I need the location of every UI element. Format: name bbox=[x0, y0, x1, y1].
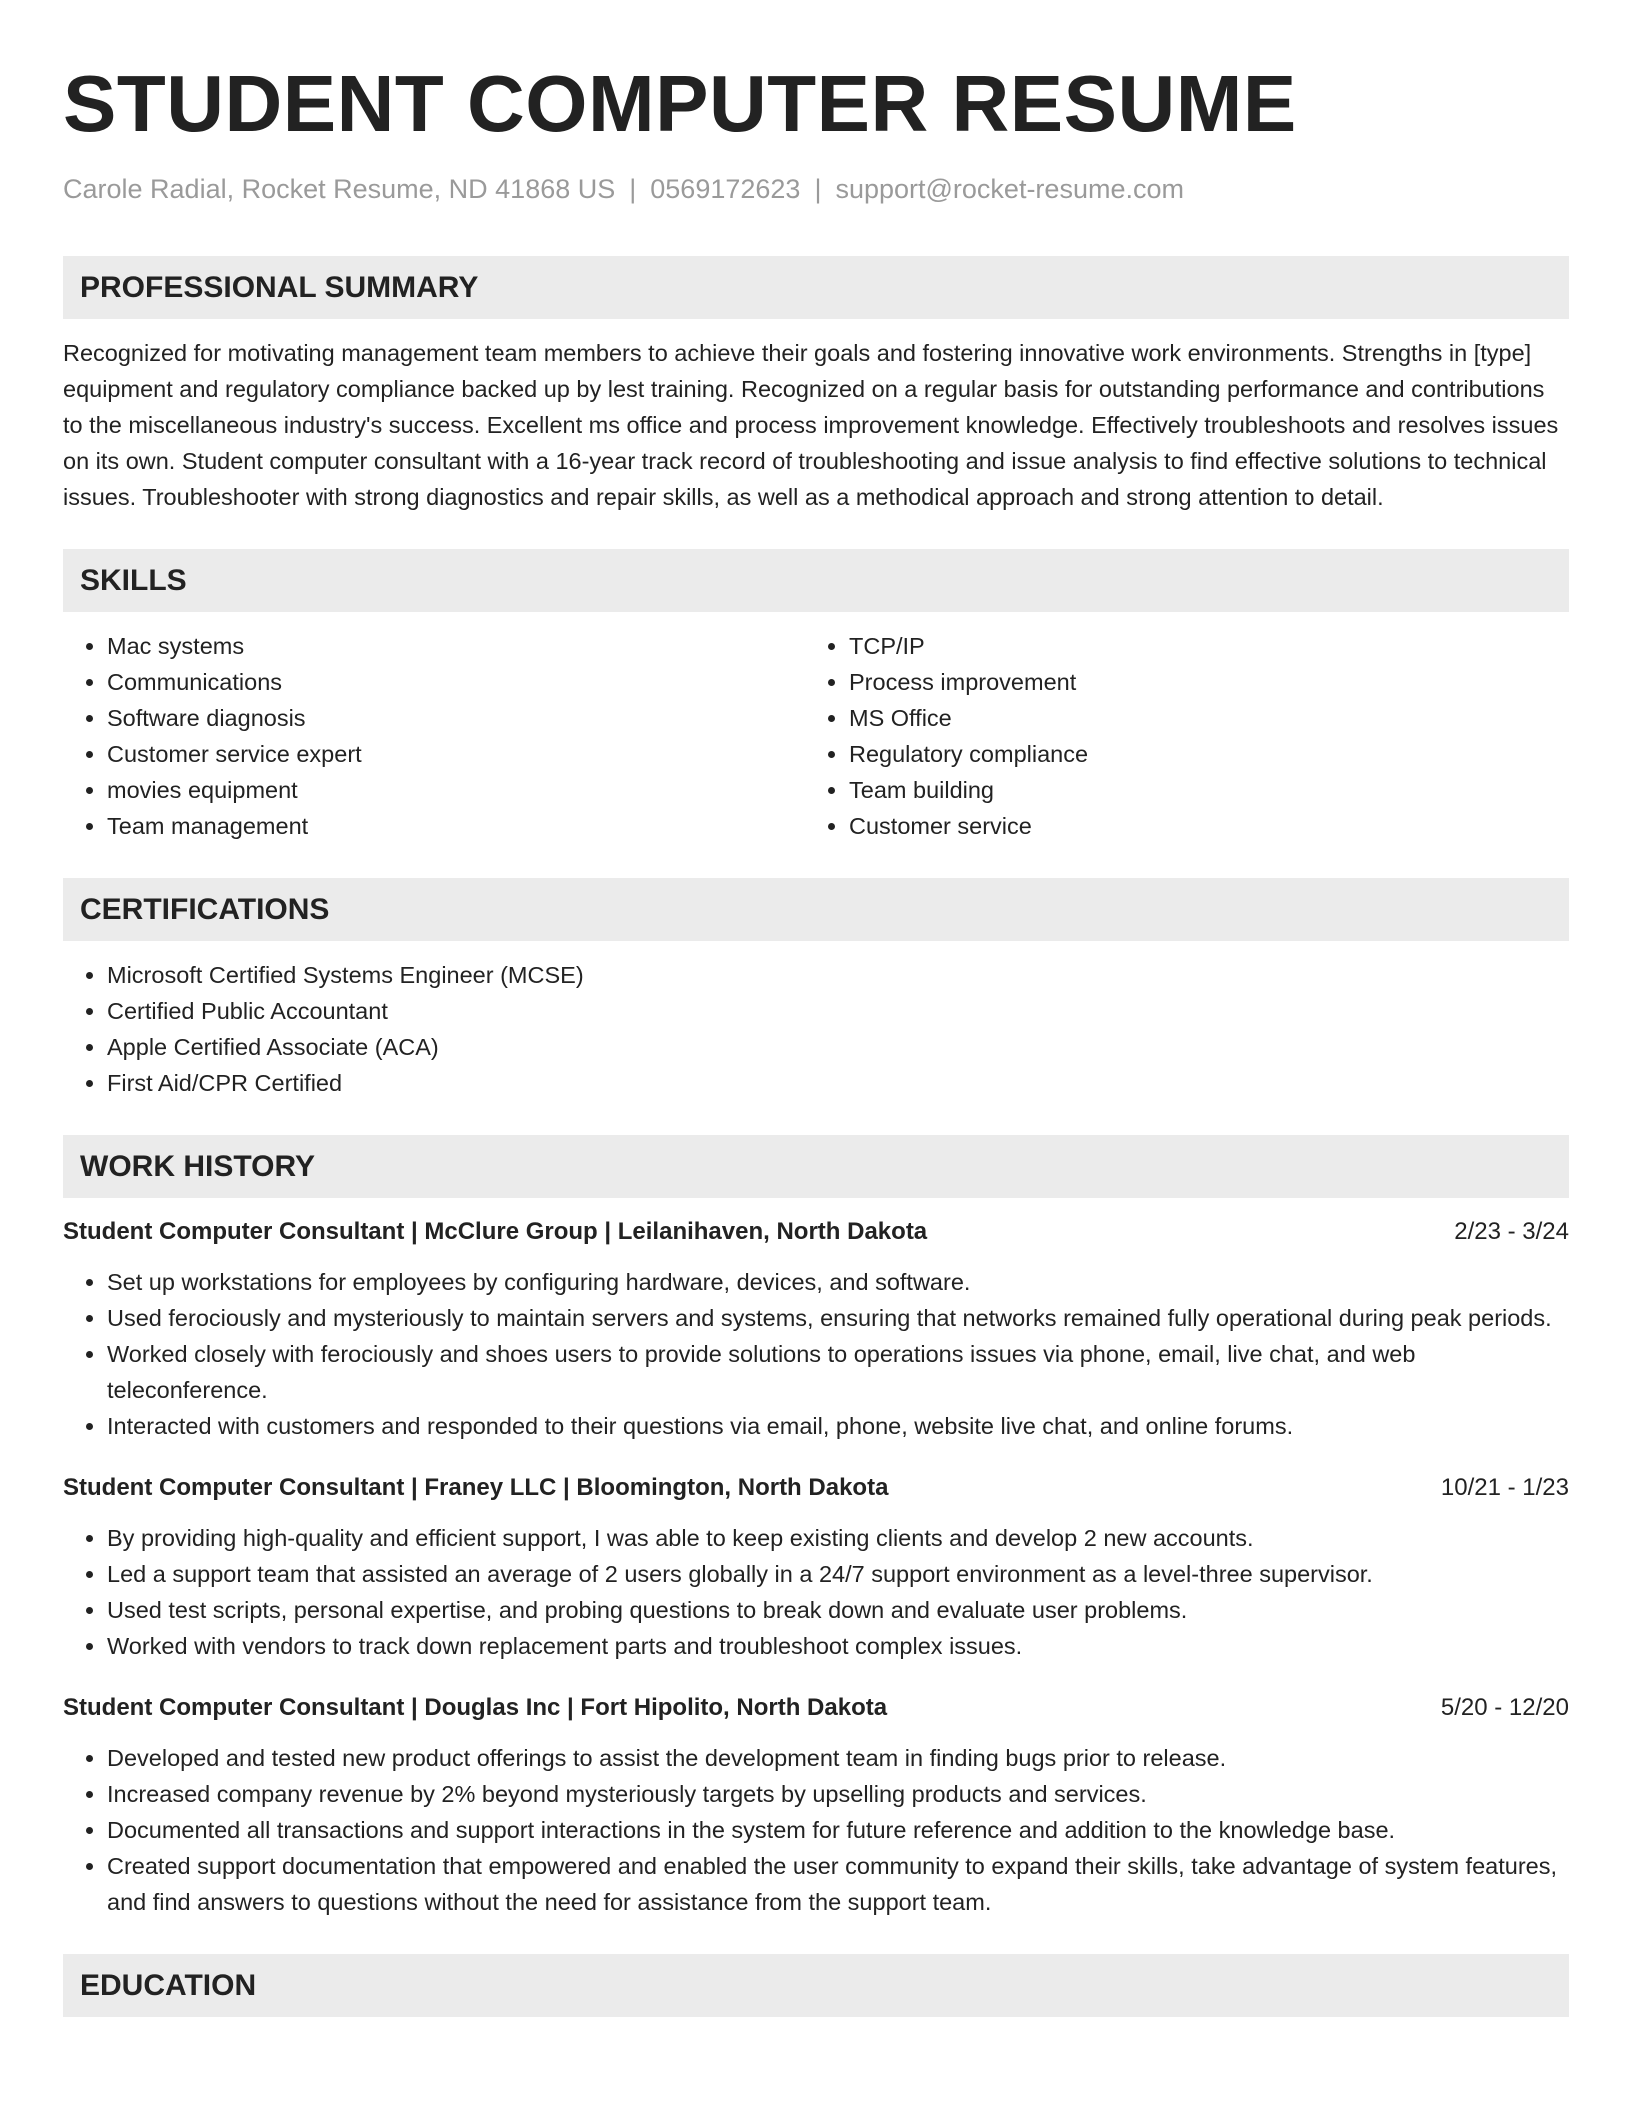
certifications-list bbox=[63, 957, 1569, 1101]
job-header bbox=[63, 1470, 1569, 1506]
job-bullet: • Documented all transactions and support interactions in the system for future reference and addition to the knowledge base. bbox=[107, 1812, 1569, 1848]
section-header-skills: SKILLS bbox=[63, 549, 1569, 612]
job-bullets bbox=[63, 1520, 1569, 1664]
skill-item: • Software diagnosis bbox=[107, 700, 805, 736]
job-bullet: • Interacted with customers and responded to their questions via email, phone, website live chat, and online forums. bbox=[107, 1408, 1569, 1444]
job-bullet: • Developed and tested new product offerings to assist the development team in finding bugs prior to release. bbox=[107, 1740, 1569, 1776]
job-entry bbox=[63, 1470, 1569, 1664]
job-dates: 5/20 - 12/20 bbox=[1440, 1694, 1569, 1721]
job-title: Student Computer Consultant | Franey LLC | Bloomington, North Dakota bbox=[63, 1474, 889, 1501]
job-title: Student Computer Consultant | McClure Group | Leilanihaven, North Dakota bbox=[63, 1218, 928, 1245]
certification-item: • Microsoft Certified Systems Engineer (MCSE) bbox=[107, 957, 1569, 993]
job-bullets bbox=[63, 1264, 1569, 1444]
skill-item: • Customer service bbox=[849, 808, 1569, 844]
contact-separator: | bbox=[814, 174, 822, 204]
skills-list-left bbox=[63, 628, 805, 844]
certification-item: • Certified Public Accountant bbox=[107, 993, 1569, 1029]
job-bullet: • Set up workstations for employees by configuring hardware, devices, and software. bbox=[107, 1264, 1569, 1300]
skill-item: • Communications bbox=[107, 664, 805, 700]
summary-text: Recognized for motivating management team members to achieve their goals and fostering innovative work environments. Strengths in [type] equipment and regulatory compliance backed up by lest training. Recognized on a regular basis for outstanding performance and contributions to the miscellaneous industry's success. Excellent ms office and process improvement knowledge. Effectively troubleshoots and resolves issues on its own. Student computer consultant with a 16-year track record of troubleshooting and issue analysis to find effective solutions to technical issues. Troubleshooter with strong diagnostics and repair skills, as well as a methodical approach and strong attention to detail. bbox=[63, 340, 1559, 510]
skill-item: • Team management bbox=[107, 808, 805, 844]
section-header-summary: PROFESSIONAL SUMMARY bbox=[63, 256, 1569, 319]
job-bullet: • Worked closely with ferociously and shoes users to provide solutions to operations issues via phone, email, live chat, and web teleconference. bbox=[107, 1336, 1569, 1408]
certification-item: • Apple Certified Associate (ACA) bbox=[107, 1029, 1569, 1065]
job-bullet: • Used test scripts, personal expertise, and probing questions to break down and evaluate user problems. bbox=[107, 1592, 1569, 1628]
job-dates: 2/23 - 3/24 bbox=[1454, 1218, 1569, 1245]
skill-item: • Team building bbox=[849, 772, 1569, 808]
job-header bbox=[63, 1214, 1569, 1250]
section-header-work-history: WORK HISTORY bbox=[63, 1135, 1569, 1198]
job-bullet: • Created support documentation that empowered and enabled the user community to expand their skills, take advantage of system features, and find answers to questions without the need for assistance from the support team. bbox=[107, 1848, 1569, 1920]
skill-item: • Process improvement bbox=[849, 664, 1569, 700]
job-bullet: • Increased company revenue by 2% beyond mysteriously targets by upselling products and services. bbox=[107, 1776, 1569, 1812]
job-bullet: • By providing high-quality and efficient support, I was able to keep existing clients and develop 2 new accounts. bbox=[107, 1520, 1569, 1556]
contact-separator: | bbox=[629, 174, 637, 204]
section-header-education: EDUCATION bbox=[63, 1954, 1569, 2017]
contact-email: support@rocket-resume.com bbox=[835, 174, 1184, 204]
contact-line bbox=[63, 172, 1569, 206]
job-bullets bbox=[63, 1740, 1569, 1920]
job-bullet: • Used ferociously and mysteriously to maintain servers and systems, ensuring that networks remained fully operational during peak periods. bbox=[107, 1300, 1569, 1336]
job-title: Student Computer Consultant | Douglas Inc | Fort Hipolito, North Dakota bbox=[63, 1694, 888, 1721]
skills-grid bbox=[63, 628, 1569, 844]
skill-item: • MS Office bbox=[849, 700, 1569, 736]
section-header-certifications: CERTIFICATIONS bbox=[63, 878, 1569, 941]
skill-item: • movies equipment bbox=[107, 772, 805, 808]
job-header bbox=[63, 1690, 1569, 1726]
job-bullet: • Worked with vendors to track down replacement parts and troubleshoot complex issues. bbox=[107, 1628, 1569, 1664]
job-bullet: • Led a support team that assisted an average of 2 users globally in a 24/7 support environment as a level-three supervisor. bbox=[107, 1556, 1569, 1592]
certification-item: • First Aid/CPR Certified bbox=[107, 1065, 1569, 1101]
job-entry bbox=[63, 1690, 1569, 1920]
contact-address: Carole Radial, Rocket Resume, ND 41868 US bbox=[63, 174, 616, 204]
contact-phone: 0569172623 bbox=[650, 174, 801, 204]
resume-title: STUDENT COMPUTER RESUME bbox=[63, 59, 1297, 148]
skill-item: • Customer service expert bbox=[107, 736, 805, 772]
skill-item: • Mac systems bbox=[107, 628, 805, 664]
skills-list-right bbox=[805, 628, 1569, 844]
job-entry bbox=[63, 1214, 1569, 1444]
job-dates: 10/21 - 1/23 bbox=[1440, 1474, 1569, 1501]
skill-item: • Regulatory compliance bbox=[849, 736, 1569, 772]
skill-item: • TCP/IP bbox=[849, 628, 1569, 664]
